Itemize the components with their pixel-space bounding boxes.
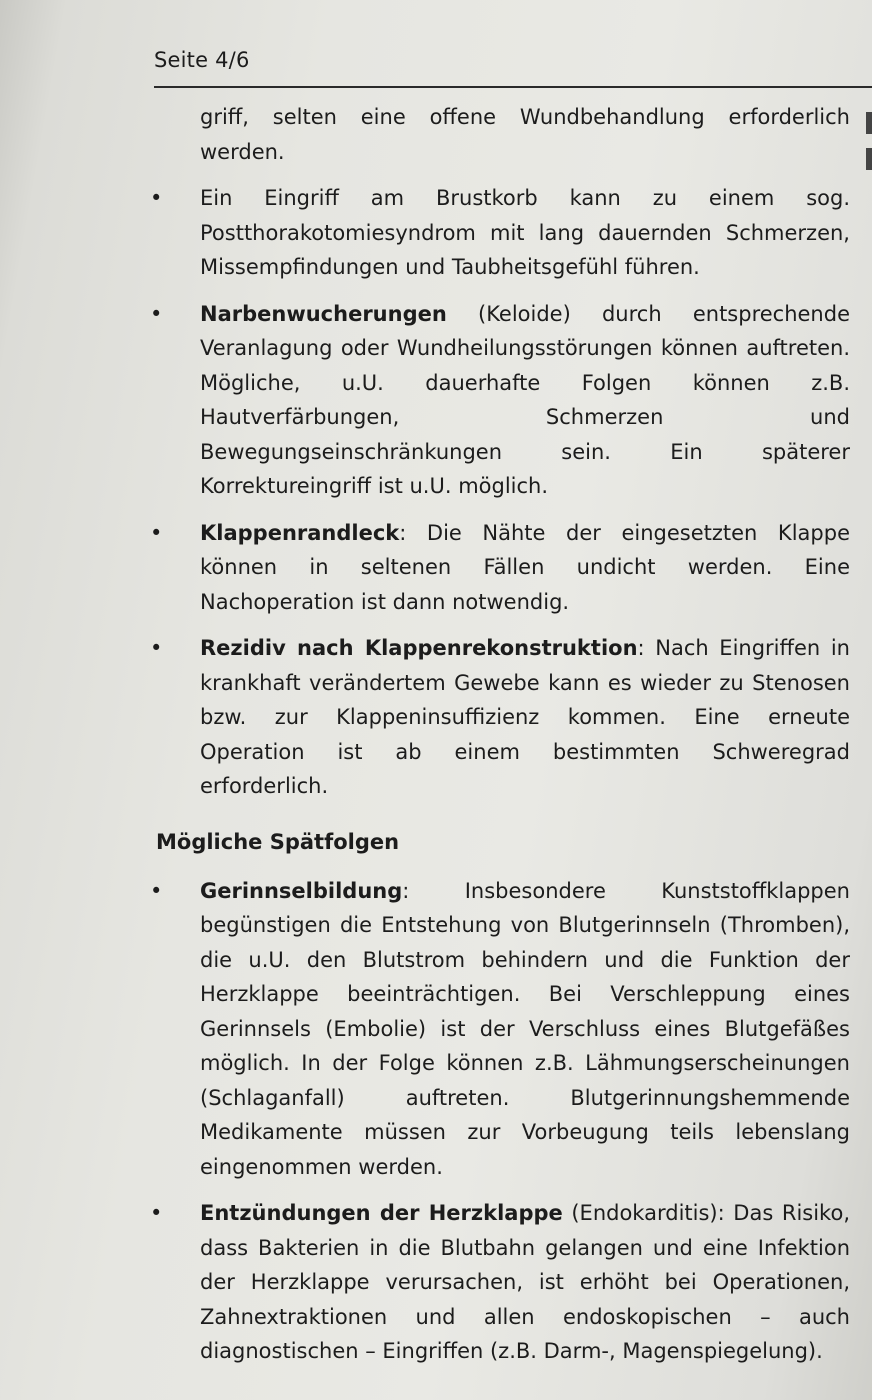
list-item [150,631,850,804]
bullet: • [150,878,163,903]
bullet: • [150,186,163,210]
list-item [150,516,850,620]
item-term: Entzündungen der Herzklappe [200,1201,563,1225]
risk-list [150,181,850,804]
list-item [150,297,850,504]
item-term: Klappenrandleck [200,520,400,545]
bullet: • [150,301,163,326]
late-effects-list [150,874,850,1369]
item-text: : Insbesondere Kunststoffklappen begünstigen die Entstehung von Blutgerinnseln (Thromben), die u.U. den Blutstrom behindern und die Funktion der Herzklappe beeinträchtigen. Bei Verschleppung eines Gerinnsels (Embolie) ist der Verschluss eines Blutgefäßes möglich. In der Folge können z.B. Lähmungserscheinungen (Schlaganfall) auftreten. Blutgerinnungshemmende Medikamente müssen zur Vorbeugung teils lebenslang eingenommen werden. [200,878,850,1179]
item-text: : Die Nähte der eingesetzten Klappe können in seltenen Fällen undicht werden. Eine Nachoperation ist dann notwendig. [200,520,850,614]
edge-mark [866,148,872,170]
item-term: Narbenwucherungen [200,301,447,326]
item-text: (Keloide) durch entsprechende Veranlagung oder Wundheilungsstörungen können auftreten. Mögliche, u.U. dauerhafte Folgen können z.B. Hautverfärbungen, Schmerzen und Bewegungseinschränkungen sein. Ein späterer Korrektureingriff ist u.U. möglich. [200,301,850,498]
list-item [150,1196,850,1369]
continued-paragraph: griff, selten eine offene Wundbehandlung erforderlich werden. [200,105,850,164]
section-heading: Mögliche Spätfolgen [156,829,400,854]
bullet: • [150,520,163,545]
item-text: : Nach Eingriffen in krankhaft verändertem Gewebe kann es wieder zu Stenosen bzw. zur Klappeninsuffizienz kommen. Eine erneute Operation ist ab einem bestimmten Schweregrad erforderlich. [200,636,850,798]
edge-mark [866,112,872,134]
bullet: • [150,636,163,660]
page-number-label: Seite 4/6 [154,48,250,72]
item-text: Ein Eingriff am Brustkorb kann zu einem sog. Postthorakotomiesyndrom mit lang dauernden Schmerzen, Missempfindungen und Taubheitsgefühl führen. [200,186,850,279]
bullet: • [150,1201,163,1225]
document-body [150,100,850,1369]
list-item [150,874,850,1185]
page-header [154,44,872,88]
list-item [150,181,850,285]
item-term: Rezidiv nach Klappenrekonstruktion [200,636,638,660]
item-text: (Endokarditis): Das Risiko, dass Bakterien in die Blutbahn gelangen und eine Infektion der Herzklappe verursachen, ist erhöht bei Operationen, Zahnextraktionen und allen endoskopischen – auch diagnostischen – Eingriffen (z.B. Darm-, Magenspiegelung). [200,1201,850,1363]
item-term: Gerinnselbildung [200,878,403,903]
